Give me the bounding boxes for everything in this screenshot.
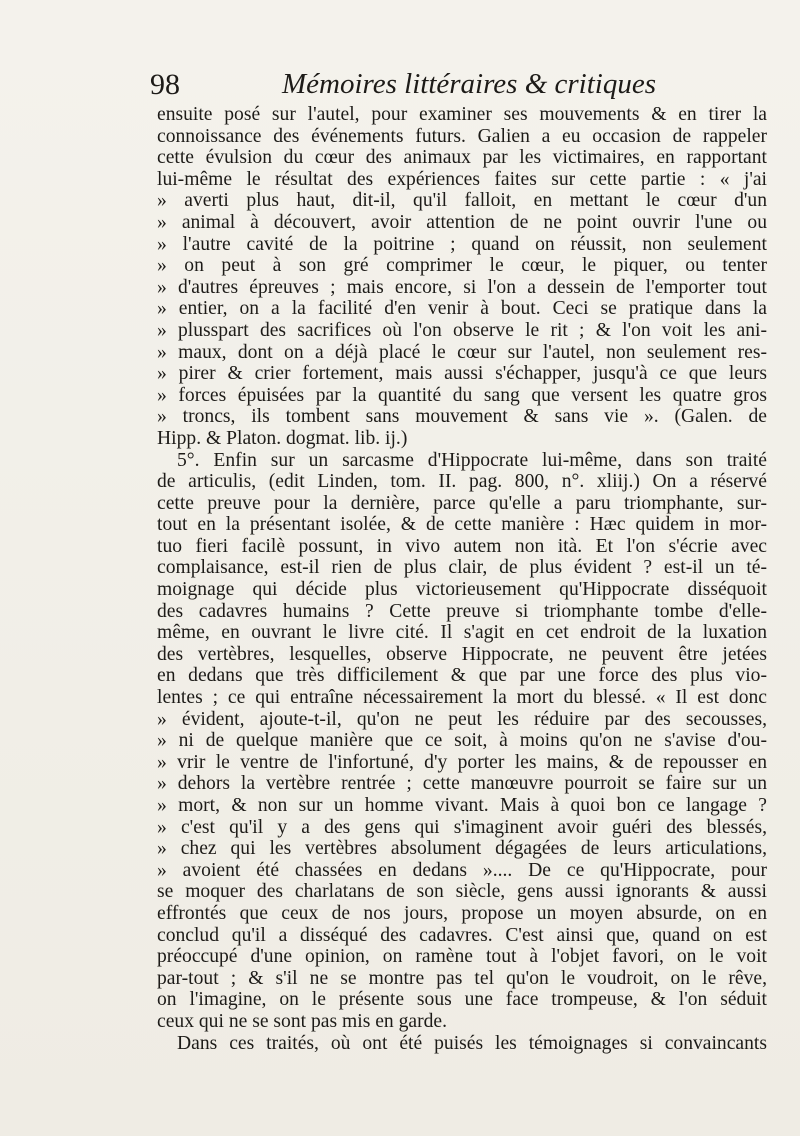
text-line: même, en ouvrant le livre cité. Il s'agit en cet endroit de la luxation — [157, 622, 767, 644]
text-line: Hipp. & Platon. dogmat. lib. ij.) — [157, 427, 408, 449]
text-line: ceux qui ne se sont pas mis en garde. — [157, 1010, 448, 1032]
text-line: préoccupé d'une opinion, on ramène tout à l'objet favori, on le voit — [157, 946, 767, 968]
text-line: » dehors la vertèbre rentrée ; cette manœuvre pourroit se faire sur un — [157, 773, 767, 795]
paragraph-start: Dans ces traités, où ont été puisés les témoignages si convaincants — [177, 1032, 767, 1054]
text-line: » averti plus haut, dit-il, qu'il falloit, en mettant le cœur d'un — [157, 190, 767, 212]
text-line: » mort, & non sur un homme vivant. Mais à quoi bon ce langage ? — [157, 795, 767, 816]
text-line: » vrir le ventre de l'infortuné, d'y porter les mains, & de repousser en — [157, 751, 767, 773]
text-line: » ni de quelque manière que ce soit, à moins qu'on ne s'avise d'ou- — [157, 730, 767, 752]
text-line: » chez qui les vertèbres absolument dégagées de leurs articulations, — [157, 838, 767, 860]
text-line: se moquer des charlatans de son siècle, gens aussi ignorants & aussi — [157, 881, 767, 903]
text-line: lui-même le résultat des expériences faites sur cette partie : « j'ai — [157, 168, 767, 190]
text-line: » plusspart des sacrifices où l'on observe le rit ; & l'on voit les ani- — [157, 319, 767, 341]
text-line: » c'est qu'il y a des gens qui s'imaginent avoir guéri des blessés, — [157, 816, 767, 838]
text-line: de articulis, (edit Linden, tom. II. pag. 800, n°. xliij.) On a réservé — [157, 471, 767, 493]
body-text — [157, 104, 767, 1054]
text-line: » entier, on a la facilité d'en venir à bout. Ceci se pratique dans la — [157, 298, 767, 320]
text-line: cette preuve pour la dernière, parce qu'elle a paru triomphante, sur- — [157, 492, 767, 514]
text-line: » l'autre cavité de la poitrine ; quand on réussit, non seulement — [157, 233, 767, 255]
text-line: en dedans que très difficilement & que par une force des plus vio- — [157, 665, 767, 687]
text-line: par-tout ; & s'il ne se montre pas tel qu'on le voudroit, on le rêve, — [157, 967, 767, 989]
paragraph-start: 5°. Enfin sur un sarcasme d'Hippocrate lui-même, dans son traité — [177, 449, 767, 471]
running-title: Mémoires littéraires & critiques — [282, 68, 656, 100]
page-number: 98 — [150, 68, 180, 101]
page-header — [150, 68, 656, 108]
text-line: tout en la présentant isolée, & de cette manière : Hæc quidem in mor- — [157, 514, 767, 536]
text-line: » troncs, ils tombent sans mouvement & sans vie ». (Galen. de — [157, 406, 767, 428]
text-line: » forces épuisées par la quantité du sang que versent les quatre gros — [157, 384, 767, 406]
text-line: tuo fieri facilè possunt, in vivo autem non ità. Et l'on s'écrie avec — [157, 535, 767, 557]
text-line: effrontés que ceux de nos jours, propose un moyen absurde, on en — [157, 902, 767, 924]
text-line: des vertèbres, lesquelles, observe Hippocrate, ne peuvent être jetées — [157, 643, 767, 665]
text-line: on l'imagine, on le présente sous une face trompeuse, & l'on séduit — [157, 989, 767, 1011]
text-line: moignage qui décide plus victorieusement qu'Hippocrate disséquoit — [157, 579, 767, 601]
text-line: conclud qu'il a disséqué des cadavres. C'est ainsi que, quand on est — [157, 924, 767, 946]
text-line: complaisance, est-il rien de plus clair, de plus évident ? est-il un té- — [157, 557, 767, 579]
text-line: » pirer & crier fortement, mais aussi s'échapper, jusqu'à ce que leurs — [157, 363, 767, 385]
text-line: » d'autres épreuves ; mais encore, si l'on a dessein de l'emporter tout — [157, 276, 767, 298]
text-line: » maux, dont on a déjà placé le cœur sur l'autel, non seulement res- — [157, 341, 767, 363]
text-line: cette évulsion du cœur des animaux par les victimaires, en rapportant — [157, 147, 767, 169]
text-line: lentes ; ce qui entraîne nécessairement la mort du blessé. « Il est donc — [157, 687, 767, 709]
text-line: ensuite posé sur l'autel, pour examiner ses mouvements & en tirer la — [157, 104, 767, 125]
text-line: » on peut à son gré comprimer le cœur, le piquer, ou tenter — [157, 255, 767, 277]
text-line: » animal à découvert, avoir attention de ne point ouvrir l'une ou — [157, 211, 767, 233]
text-line: connoissance des événements futurs. Galien a eu occasion de rappeler — [157, 125, 767, 147]
text-line: » avoient été chassées en dedans ».... De ce qu'Hippocrate, pour — [157, 859, 767, 881]
text-line: » évident, ajoute-t-il, qu'on ne peut les réduire par des secousses, — [157, 708, 767, 730]
text-line: des cadavres humains ? Cette preuve si triomphante tombe d'elle- — [157, 600, 767, 622]
